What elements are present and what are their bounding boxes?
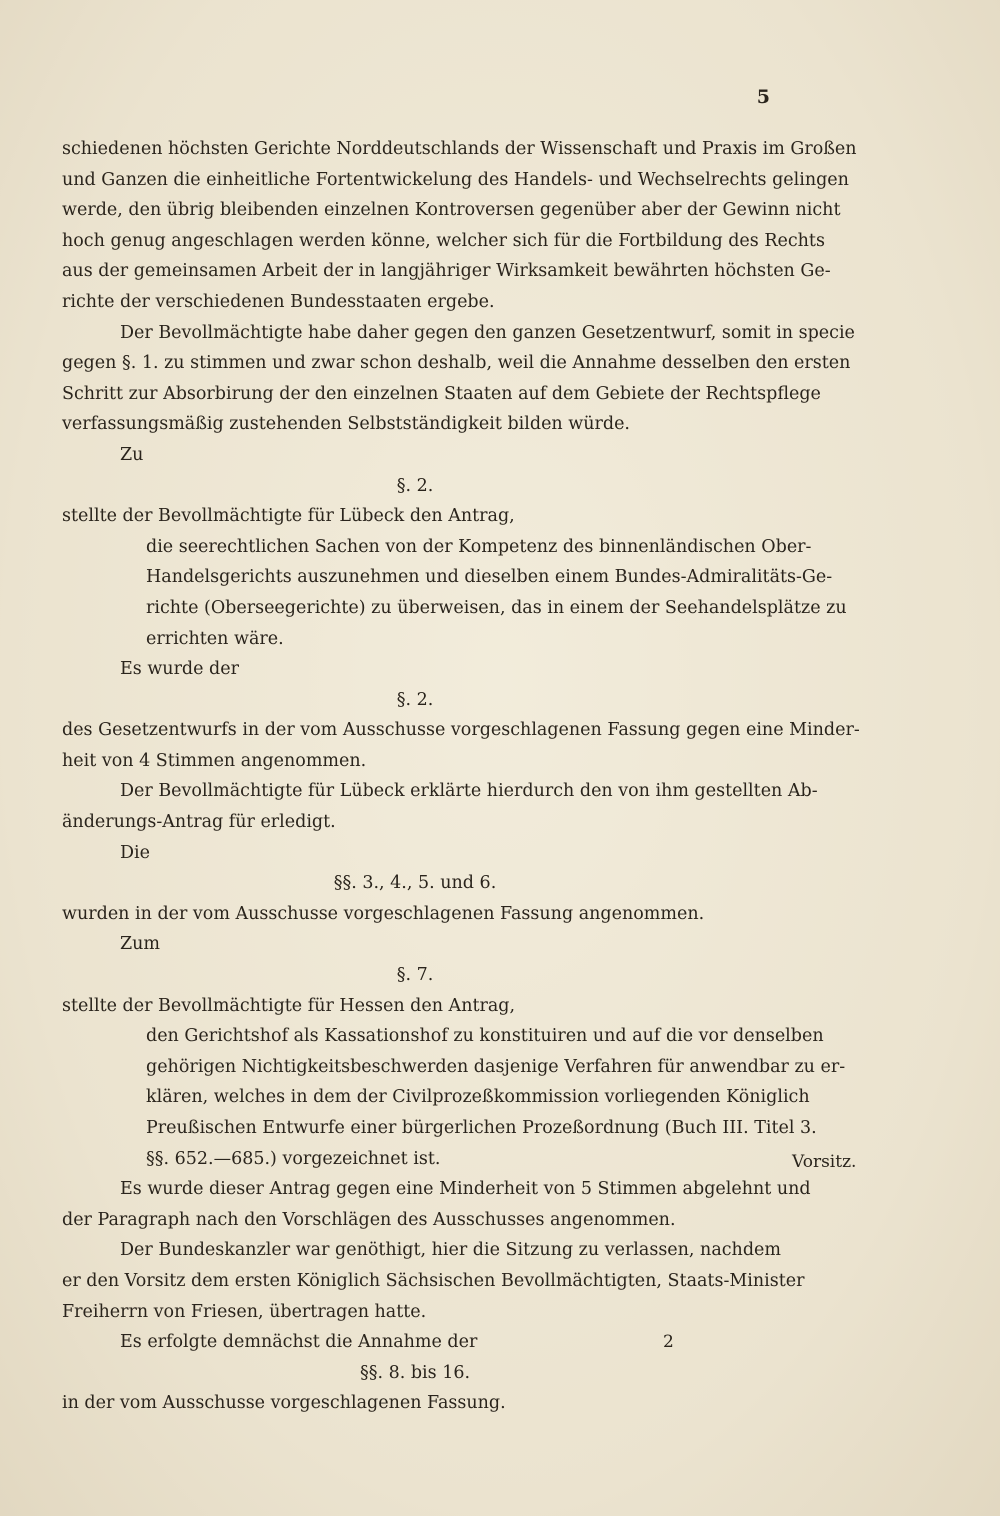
text-line: Zu <box>120 444 144 465</box>
text-line: in der vom Ausschusse vorgeschlagenen Fassung. <box>62 1393 506 1414</box>
text-line: werde, den übrig bleibenden einzelnen Kontroversen gegenüber aber der Gewinn nicht <box>62 200 841 221</box>
section-heading: §. 7. <box>396 965 434 986</box>
motion-text-line: gehörigen Nichtigkeitsbeschwerden dasjenige Verfahren für anwendbar zu er- <box>146 1056 846 1077</box>
motion-text-line: klären, welches in dem der Civilprozeßkommission vorliegenden Königlich <box>146 1087 810 1108</box>
text-line: änderungs-Antrag für erledigt. <box>62 812 336 833</box>
section-heading: §§. 8. bis 16. <box>359 1362 471 1383</box>
section-heading: §. 2. <box>396 475 434 496</box>
section-heading: §§. 3., 4., 5. und 6. <box>333 873 497 894</box>
text-line: Zum <box>120 934 161 955</box>
text-line: stellte der Bevollmächtigte für Lübeck den Antrag, <box>62 506 515 527</box>
motion-text-line: Preußischen Entwurfe einer bürgerlichen Prozeßordnung (Buch III. Titel 3. <box>146 1118 817 1138</box>
text-line: wurden in der vom Ausschusse vorgeschlagenen Fassung angenommen. <box>62 903 705 924</box>
text-line: Es wurde dieser Antrag gegen eine Minderheit von 5 Stimmen abgelehnt und <box>120 1179 811 1200</box>
text-line: er den Vorsitz dem ersten Königlich Sächsischen Bevollmächtigten, Staats-Minister <box>62 1270 805 1291</box>
motion-text-line: errichten wäre. <box>146 628 284 649</box>
text-line: hoch genug angeschlagen werden könne, welcher sich für die Fortbildung des Rechts <box>62 230 825 251</box>
motion-text-line: §§. 652.—685.) vorgezeichnet ist. <box>146 1148 441 1169</box>
motion-text-line: die seerechtlichen Sachen von der Kompetenz des binnenländischen Ober- <box>146 536 812 557</box>
text-line: Der Bevollmächtigte für Lübeck erklärte hierdurch den von ihm gestellten Ab- <box>120 781 818 802</box>
text-line: der Paragraph nach den Vorschlägen des Ausschusses angenommen. <box>62 1209 676 1230</box>
page-number: 5 <box>756 86 770 108</box>
text-line: Freiherrn von Friesen, übertragen hatte. <box>62 1301 427 1322</box>
signature-mark: 2 <box>663 1332 674 1352</box>
text-line: stellte der Bevollmächtigte für Hessen den Antrag, <box>62 995 516 1016</box>
text-line: aus der gemeinsamen Arbeit der in langjähriger Wirksamkeit bewährten höchsten Ge- <box>62 261 831 282</box>
text-line: heit von 4 Stimmen angenommen. <box>62 750 367 771</box>
text-line: Es erfolgte demnächst die Annahme der <box>120 1332 478 1353</box>
text-line: Die <box>120 842 150 863</box>
motion-text-line: richte (Oberseegerichte) zu überweisen, das in einem der Seehandelsplätze zu <box>146 597 847 618</box>
text-line: Schritt zur Absorbirung der den einzelnen Staaten auf dem Gebiete der Rechtspflege <box>62 383 821 404</box>
page-body <box>62 134 860 1419</box>
text-line: Es wurde der <box>120 659 239 680</box>
text-line: schiedenen höchsten Gerichte Norddeutschlands der Wissenschaft und Praxis im Großen <box>62 139 857 159</box>
text-line: verfassungsmäßig zustehenden Selbstständigkeit bilden würde. <box>62 414 630 435</box>
text-line: richte der verschiedenen Bundesstaaten ergebe. <box>62 291 495 312</box>
margin-note: Vorsitz. <box>792 1152 857 1172</box>
text-line: gegen §. 1. zu stimmen und zwar schon deshalb, weil die Annahme desselben den ersten <box>62 353 851 374</box>
motion-text-line: Handelsgerichts auszunehmen und dieselben einem Bundes-Admiralitäts-Ge- <box>146 567 833 588</box>
text-line: des Gesetzentwurfs in der vom Ausschusse vorgeschlagenen Fassung gegen eine Minder- <box>62 720 860 741</box>
section-heading: §. 2. <box>396 689 434 710</box>
motion-text-line: den Gerichtshof als Kassationshof zu konstituiren und auf die vor denselben <box>146 1026 824 1047</box>
text-line: und Ganzen die einheitliche Fortentwickelung des Handels- und Wechselrechts gelingen <box>62 169 849 190</box>
text-line: Der Bevollmächtigte habe daher gegen den ganzen Gesetzentwurf, somit in specie <box>120 322 855 343</box>
text-line: Der Bundeskanzler war genöthigt, hier die Sitzung zu verlassen, nachdem <box>120 1240 781 1261</box>
